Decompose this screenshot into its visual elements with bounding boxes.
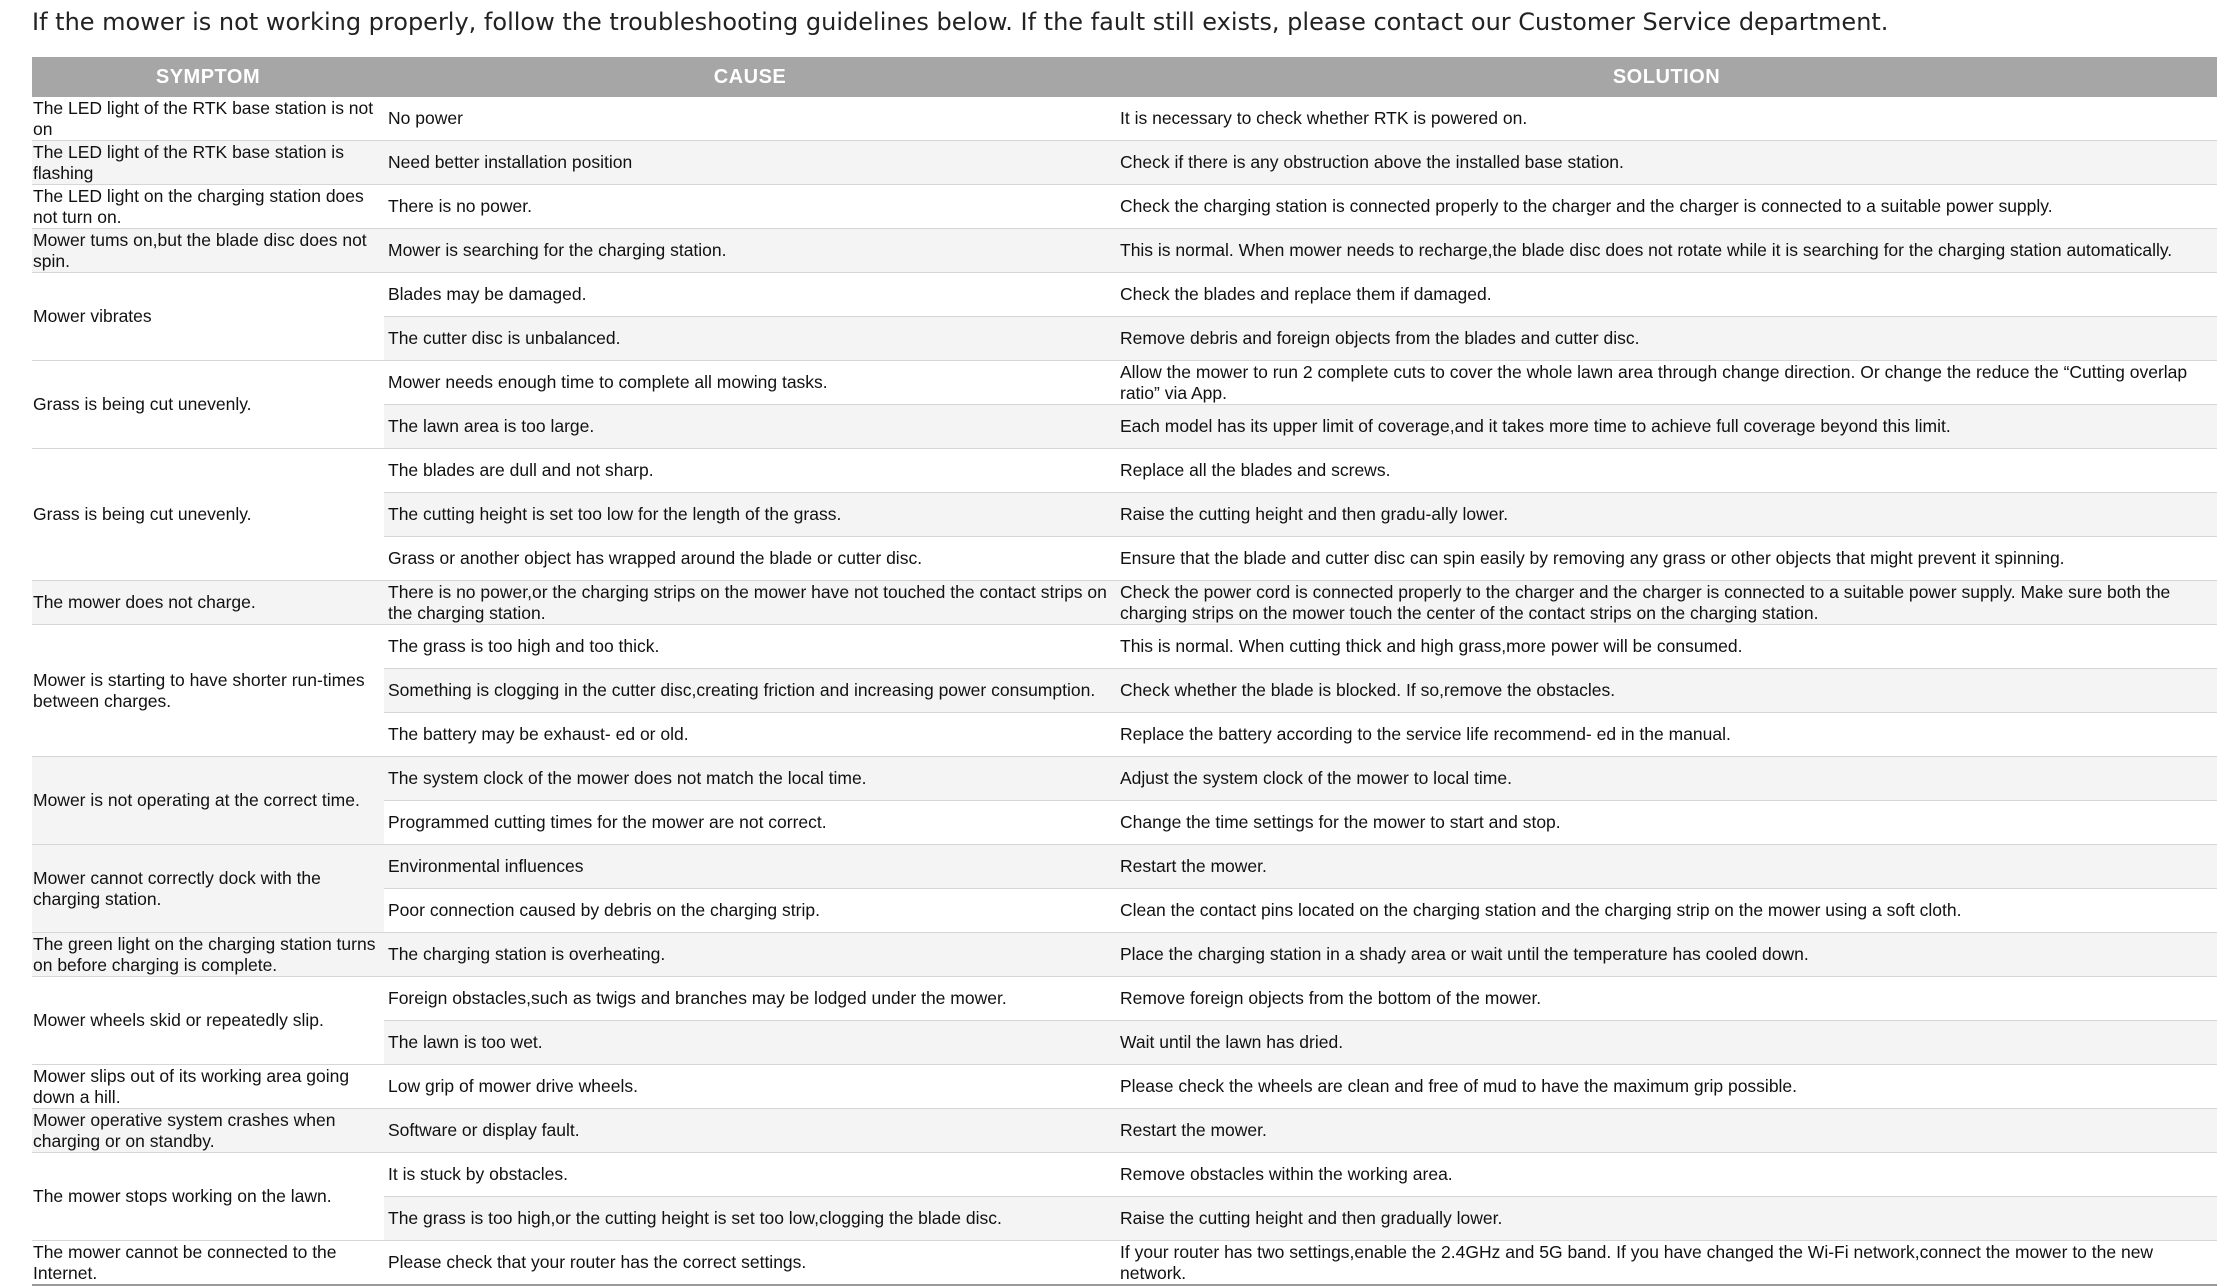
solution-cell: Ensure that the blade and cutter disc can spin easily by removing any grass or other objects that might prevent it spinning. (1116, 537, 2217, 581)
symptom-cell: The mower stops working on the lawn. (32, 1153, 384, 1241)
solution-cell: Wait until the lawn has dried. (1116, 1021, 2217, 1065)
table-row (32, 581, 2217, 625)
table-row (32, 625, 2217, 669)
cause-cell: The grass is too high and too thick. (384, 625, 1116, 669)
solution-cell: Restart the mower. (1116, 1109, 2217, 1153)
cause-cell: The battery may be exhaust- ed or old. (384, 713, 1116, 757)
symptom-cell: The LED light of the RTK base station is flashing (32, 141, 384, 185)
table-row (32, 977, 2217, 1021)
header-symptom: SYMPTOM (32, 57, 384, 97)
table-row (32, 757, 2217, 801)
solution-cell: Check the blades and replace them if damaged. (1116, 273, 2217, 317)
cause-cell: It is stuck by obstacles. (384, 1153, 1116, 1197)
solution-cell: Check the charging station is connected properly to the charger and the charger is connected to a suitable power supply. (1116, 185, 2217, 229)
table-row (32, 1109, 2217, 1153)
table-row (32, 97, 2217, 141)
symptom-cell: Mower slips out of its working area going down a hill. (32, 1065, 384, 1109)
solution-cell: Change the time settings for the mower to start and stop. (1116, 801, 2217, 845)
cause-cell: Programmed cutting times for the mower are not correct. (384, 801, 1116, 845)
cause-cell: Grass or another object has wrapped around the blade or cutter disc. (384, 537, 1116, 581)
symptom-cell: Grass is being cut unevenly. (32, 361, 384, 449)
symptom-cell: The mower cannot be connected to the Internet. (32, 1241, 384, 1286)
intro-text: If the mower is not working properly, follow the troubleshooting guidelines below. If the fault still exists, please contact our Customer Service department. (32, 8, 1889, 36)
symptom-cell: Mower vibrates (32, 273, 384, 361)
table-row (32, 1153, 2217, 1197)
header-cause: CAUSE (384, 57, 1116, 97)
table-header-row (32, 57, 2217, 97)
symptom-cell: Grass is being cut unevenly. (32, 449, 384, 581)
table-row (32, 845, 2217, 889)
table-row (32, 361, 2217, 405)
symptom-cell: Mower tums on,but the blade disc does not spin. (32, 229, 384, 273)
cause-cell: The cutting height is set too low for the length of the grass. (384, 493, 1116, 537)
cause-cell: The lawn is too wet. (384, 1021, 1116, 1065)
cause-cell: The cutter disc is unbalanced. (384, 317, 1116, 361)
symptom-cell: Mower wheels skid or repeatedly slip. (32, 977, 384, 1065)
troubleshooting-table (32, 57, 2217, 1286)
header-solution: SOLUTION (1116, 57, 2217, 97)
solution-cell: Check if there is any obstruction above the installed base station. (1116, 141, 2217, 185)
cause-cell: The charging station is overheating. (384, 933, 1116, 977)
solution-cell: Clean the contact pins located on the charging station and the charging strip on the mower using a soft cloth. (1116, 889, 2217, 933)
table-row (32, 933, 2217, 977)
solution-cell: Check whether the blade is blocked. If so,remove the obstacles. (1116, 669, 2217, 713)
solution-cell: Restart the mower. (1116, 845, 2217, 889)
cause-cell: Environmental influences (384, 845, 1116, 889)
symptom-cell: Mower cannot correctly dock with the charging station. (32, 845, 384, 933)
solution-cell: Allow the mower to run 2 complete cuts to cover the whole lawn area through change direction. Or change the reduce the “Cutting overlap ratio” via App. (1116, 361, 2217, 405)
symptom-cell: The green light on the charging station turns on before charging is complete. (32, 933, 384, 977)
table-row (32, 449, 2217, 493)
cause-cell: Please check that your router has the correct settings. (384, 1241, 1116, 1286)
symptom-cell: Mower is starting to have shorter run-times between charges. (32, 625, 384, 757)
table-body (32, 97, 2217, 1285)
symptom-cell: The LED light on the charging station does not turn on. (32, 185, 384, 229)
symptom-cell: Mower operative system crashes when charging or on standby. (32, 1109, 384, 1153)
cause-cell: Low grip of mower drive wheels. (384, 1065, 1116, 1109)
solution-cell: This is normal. When cutting thick and high grass,more power will be consumed. (1116, 625, 2217, 669)
solution-cell: Remove foreign objects from the bottom of the mower. (1116, 977, 2217, 1021)
table-row (32, 273, 2217, 317)
cause-cell: Need better installation position (384, 141, 1116, 185)
cause-cell: Mower needs enough time to complete all mowing tasks. (384, 361, 1116, 405)
cause-cell: Poor connection caused by debris on the charging strip. (384, 889, 1116, 933)
symptom-cell: The LED light of the RTK base station is not on (32, 97, 384, 141)
table-row (32, 229, 2217, 273)
solution-cell: Place the charging station in a shady area or wait until the temperature has cooled down. (1116, 933, 2217, 977)
cause-cell: The lawn area is too large. (384, 405, 1116, 449)
solution-cell: Adjust the system clock of the mower to local time. (1116, 757, 2217, 801)
cause-cell: Something is clogging in the cutter disc,creating friction and increasing power consumption. (384, 669, 1116, 713)
cause-cell: The system clock of the mower does not match the local time. (384, 757, 1116, 801)
cause-cell: The grass is too high,or the cutting height is set too low,clogging the blade disc. (384, 1197, 1116, 1241)
cause-cell: No power (384, 97, 1116, 141)
solution-cell: Please check the wheels are clean and free of mud to have the maximum grip possible. (1116, 1065, 2217, 1109)
solution-cell: If your router has two settings,enable the 2.4GHz and 5G band. If you have changed the Wi-Fi network,connect the mower to the new network. (1116, 1241, 2217, 1286)
solution-cell: Raise the cutting height and then gradually lower. (1116, 1197, 2217, 1241)
cause-cell: There is no power,or the charging strips on the mower have not touched the contact strips on the charging station. (384, 581, 1116, 625)
table-row (32, 1065, 2217, 1109)
solution-cell: Raise the cutting height and then gradu-ally lower. (1116, 493, 2217, 537)
cause-cell: Software or display fault. (384, 1109, 1116, 1153)
solution-cell: It is necessary to check whether RTK is powered on. (1116, 97, 2217, 141)
solution-cell: Check the power cord is connected properly to the charger and the charger is connected to a suitable power supply. Make sure both the charging strips on the mower touch the center of the contact strips on the charging station. (1116, 581, 2217, 625)
table-row (32, 185, 2217, 229)
cause-cell: Foreign obstacles,such as twigs and branches may be lodged under the mower. (384, 977, 1116, 1021)
cause-cell: The blades are dull and not sharp. (384, 449, 1116, 493)
solution-cell: Remove obstacles within the working area. (1116, 1153, 2217, 1197)
cause-cell: Mower is searching for the charging station. (384, 229, 1116, 273)
table-row (32, 1241, 2217, 1286)
symptom-cell: The mower does not charge. (32, 581, 384, 625)
symptom-cell: Mower is not operating at the correct time. (32, 757, 384, 845)
solution-cell: Each model has its upper limit of coverage,and it takes more time to achieve full coverage beyond this limit. (1116, 405, 2217, 449)
table-row (32, 141, 2217, 185)
solution-cell: Remove debris and foreign objects from the blades and cutter disc. (1116, 317, 2217, 361)
solution-cell: This is normal. When mower needs to recharge,the blade disc does not rotate while it is searching for the charging station automatically. (1116, 229, 2217, 273)
solution-cell: Replace all the blades and screws. (1116, 449, 2217, 493)
cause-cell: There is no power. (384, 185, 1116, 229)
solution-cell: Replace the battery according to the service life recommend- ed in the manual. (1116, 713, 2217, 757)
cause-cell: Blades may be damaged. (384, 273, 1116, 317)
